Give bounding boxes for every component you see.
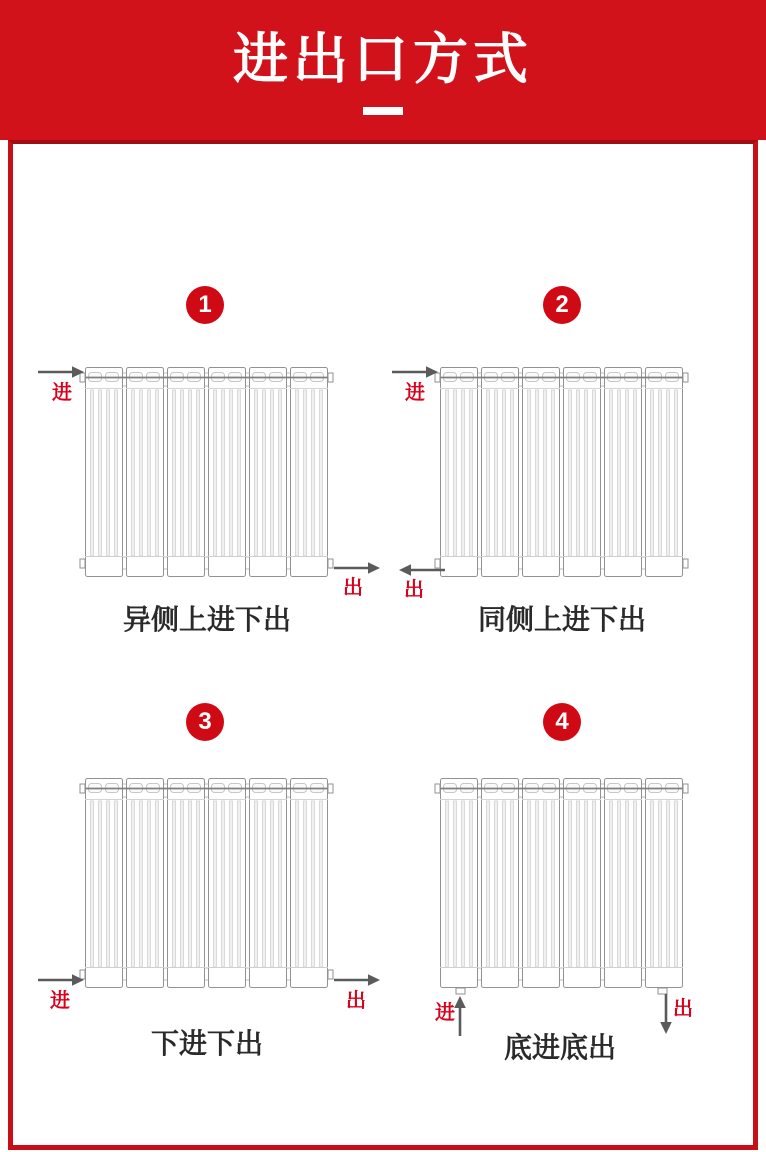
inlet-label: 进 — [50, 990, 70, 1012]
outlet-label: 出 — [346, 990, 366, 1012]
step-badge-3: 3 — [186, 703, 224, 741]
radiator-illustration — [432, 365, 691, 591]
diagram-caption: 底进底出 — [503, 1032, 617, 1063]
inlet-label: 进 — [52, 382, 72, 404]
radiator-illustration — [77, 776, 336, 1002]
inlet-label: 进 — [405, 382, 425, 404]
outlet-label: 出 — [404, 579, 424, 601]
diagram-caption: 异侧上进下出 — [122, 604, 292, 635]
diagram-caption: 同侧上进下出 — [477, 604, 647, 635]
title-underline-dash — [363, 107, 403, 115]
step-badge-1: 1 — [186, 286, 224, 324]
radiator-illustration — [77, 365, 336, 591]
header-banner — [0, 0, 766, 140]
page-title: 进出口方式 — [232, 28, 533, 90]
outlet-arrow-icon — [659, 994, 673, 1039]
radiator-illustration — [432, 776, 691, 1002]
outlet-label: 出 — [343, 577, 363, 599]
inlet-arrow-icon — [453, 996, 467, 1041]
inlet-label: 进 — [435, 1002, 455, 1024]
outlet-label: 出 — [673, 998, 693, 1020]
step-badge-2: 2 — [543, 286, 581, 324]
diagram-caption: 下进下出 — [150, 1028, 264, 1059]
step-badge-4: 4 — [543, 703, 581, 741]
